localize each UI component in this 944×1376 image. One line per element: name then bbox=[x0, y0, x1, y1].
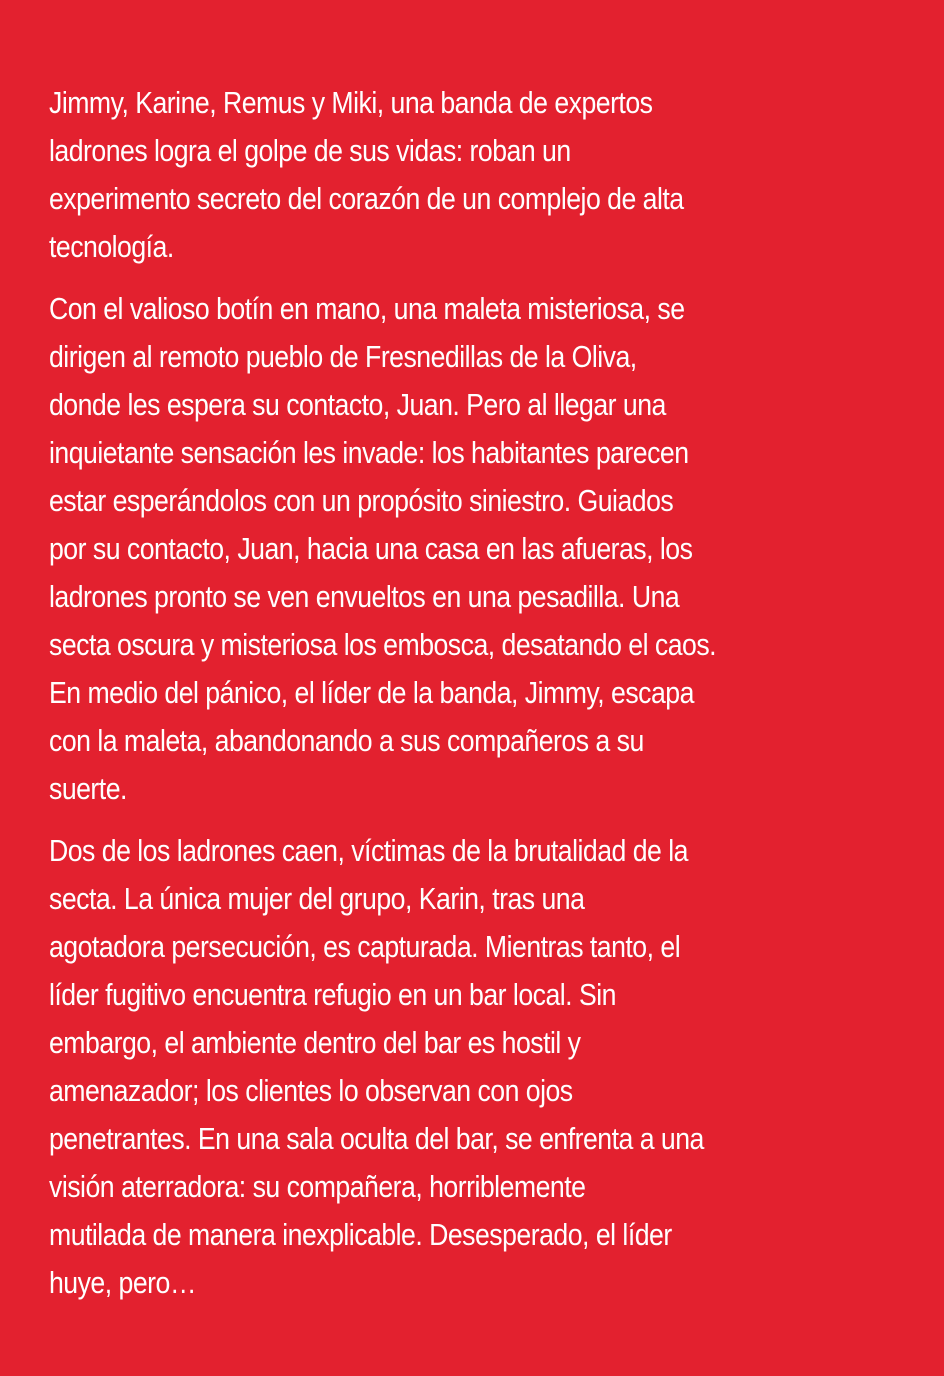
text-line: estar esperándolos con un propósito siniestro. Guiados bbox=[49, 483, 674, 518]
text-line: visión aterradora: su compañera, horriblemente bbox=[49, 1169, 586, 1204]
paragraph-spacer bbox=[49, 813, 884, 827]
text-line: penetrantes. En una sala oculta del bar, se enfrenta a una bbox=[49, 1121, 704, 1156]
synopsis-paragraph-1 bbox=[49, 79, 883, 271]
text-line: Dos de los ladrones caen, víctimas de la brutalidad de la bbox=[49, 833, 688, 868]
paragraph-spacer bbox=[49, 271, 884, 285]
text-line: experimento secreto del corazón de un complejo de alta bbox=[49, 181, 684, 216]
synopsis-paragraph-3 bbox=[49, 827, 883, 1307]
text-line: donde les espera su contacto, Juan. Pero al llegar una bbox=[49, 387, 666, 422]
text-line: embargo, el ambiente dentro del bar es hostil y bbox=[49, 1025, 581, 1060]
text-line: por su contacto, Juan, hacia una casa en las afueras, los bbox=[49, 531, 693, 566]
text-line: inquietante sensación les invade: los habitantes parecen bbox=[49, 435, 689, 470]
text-line: con la maleta, abandonando a sus compañeros a su bbox=[49, 723, 644, 758]
text-line: secta. La única mujer del grupo, Karin, tras una bbox=[49, 881, 585, 916]
text-line: secta oscura y misteriosa los embosca, desatando el caos. bbox=[49, 627, 717, 662]
text-line: ladrones pronto se ven envueltos en una pesadilla. Una bbox=[49, 579, 680, 614]
text-line: amenazador; los clientes lo observan con ojos bbox=[49, 1073, 573, 1108]
text-line: agotadora persecución, es capturada. Mientras tanto, el bbox=[49, 929, 681, 964]
text-line: huye, pero… bbox=[49, 1265, 196, 1300]
text-line: Con el valioso botín en mano, una maleta misteriosa, se bbox=[49, 291, 685, 326]
synopsis-paragraph-2 bbox=[49, 285, 883, 813]
text-line: líder fugitivo encuentra refugio en un bar local. Sin bbox=[49, 977, 616, 1012]
text-line: tecnología. bbox=[49, 229, 174, 264]
text-line: En medio del pánico, el líder de la banda, Jimmy, escapa bbox=[49, 675, 694, 710]
text-line: mutilada de manera inexplicable. Desesperado, el líder bbox=[49, 1217, 672, 1252]
text-line: ladrones logra el golpe de sus vidas: roban un bbox=[49, 133, 571, 168]
text-line: Jimmy, Karine, Remus y Miki, una banda de expertos bbox=[49, 85, 653, 120]
text-line: dirigen al remoto pueblo de Fresnedillas de la Oliva, bbox=[49, 339, 637, 374]
text-line: suerte. bbox=[49, 771, 127, 806]
